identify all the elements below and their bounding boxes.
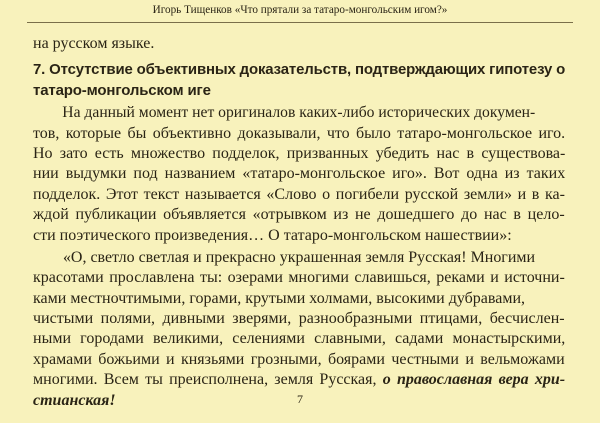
paragraph-line: На данный момент нет оригиналов каких-либо исторических докумен- <box>62 104 536 122</box>
quote-line: «О, светло светлая и прекрасно украшенная земля Русская! Многими <box>62 248 536 266</box>
paragraph-line: Но зато есть множество подделок, призванных убедить нас в существова- <box>33 144 566 162</box>
paragraph-line: подделок. Этот текст называется «Слово о погибели русской земли» и в ка- <box>33 185 565 203</box>
quote-line: ными городами великими, селениями славными, садами монастырскими, <box>33 330 566 348</box>
body-text <box>33 34 565 411</box>
section-heading-line: татаро-монгольском иге <box>33 81 211 99</box>
quote-line: храмами божьими и князьями грозными, боярами честными и вельможами <box>33 350 565 368</box>
paragraph-line: тов, которые бы объективно доказывали, что было татаро-монгольское иго. <box>33 124 566 142</box>
quote-text: многими. Всем ты преисполнена, земля Русская, <box>33 371 377 389</box>
header-rule <box>27 22 573 23</box>
quote-line <box>33 370 565 390</box>
running-head: Игорь Тищенков «Что прятали за татаро-монгольским игом?» <box>152 4 448 16</box>
paragraph-line: нии выдумки под названием «татаро-монгольское иго». Вот одна из таких <box>33 165 566 183</box>
paragraph-line: сти поэтического произведения… О татаро-монгольском нашествии»: <box>33 226 512 244</box>
quote-line: ками местночтимыми, горами, крутыми холмами, высокими дубравами, <box>33 289 525 307</box>
quote-emphasis: стианская! <box>33 391 116 409</box>
quote-line: чистыми полями, дивными зверями, разнообразными птицами, бесчислен- <box>33 310 565 328</box>
section-heading-line: 7. Отсутствие объективных доказательств, подтверждающих гипотезу о <box>33 61 566 79</box>
opening-line: на русском языке. <box>33 35 155 52</box>
quote-emphasis: о православная вера хри- <box>382 371 566 389</box>
page-number: 7 <box>297 392 303 406</box>
paragraph-line: ждой публикации объявляется «отрывком из не дошедшего до нас в цело- <box>33 206 565 224</box>
quote-line: красотами прославлена ты: озерами многими славишься, реками и источни- <box>33 269 565 287</box>
